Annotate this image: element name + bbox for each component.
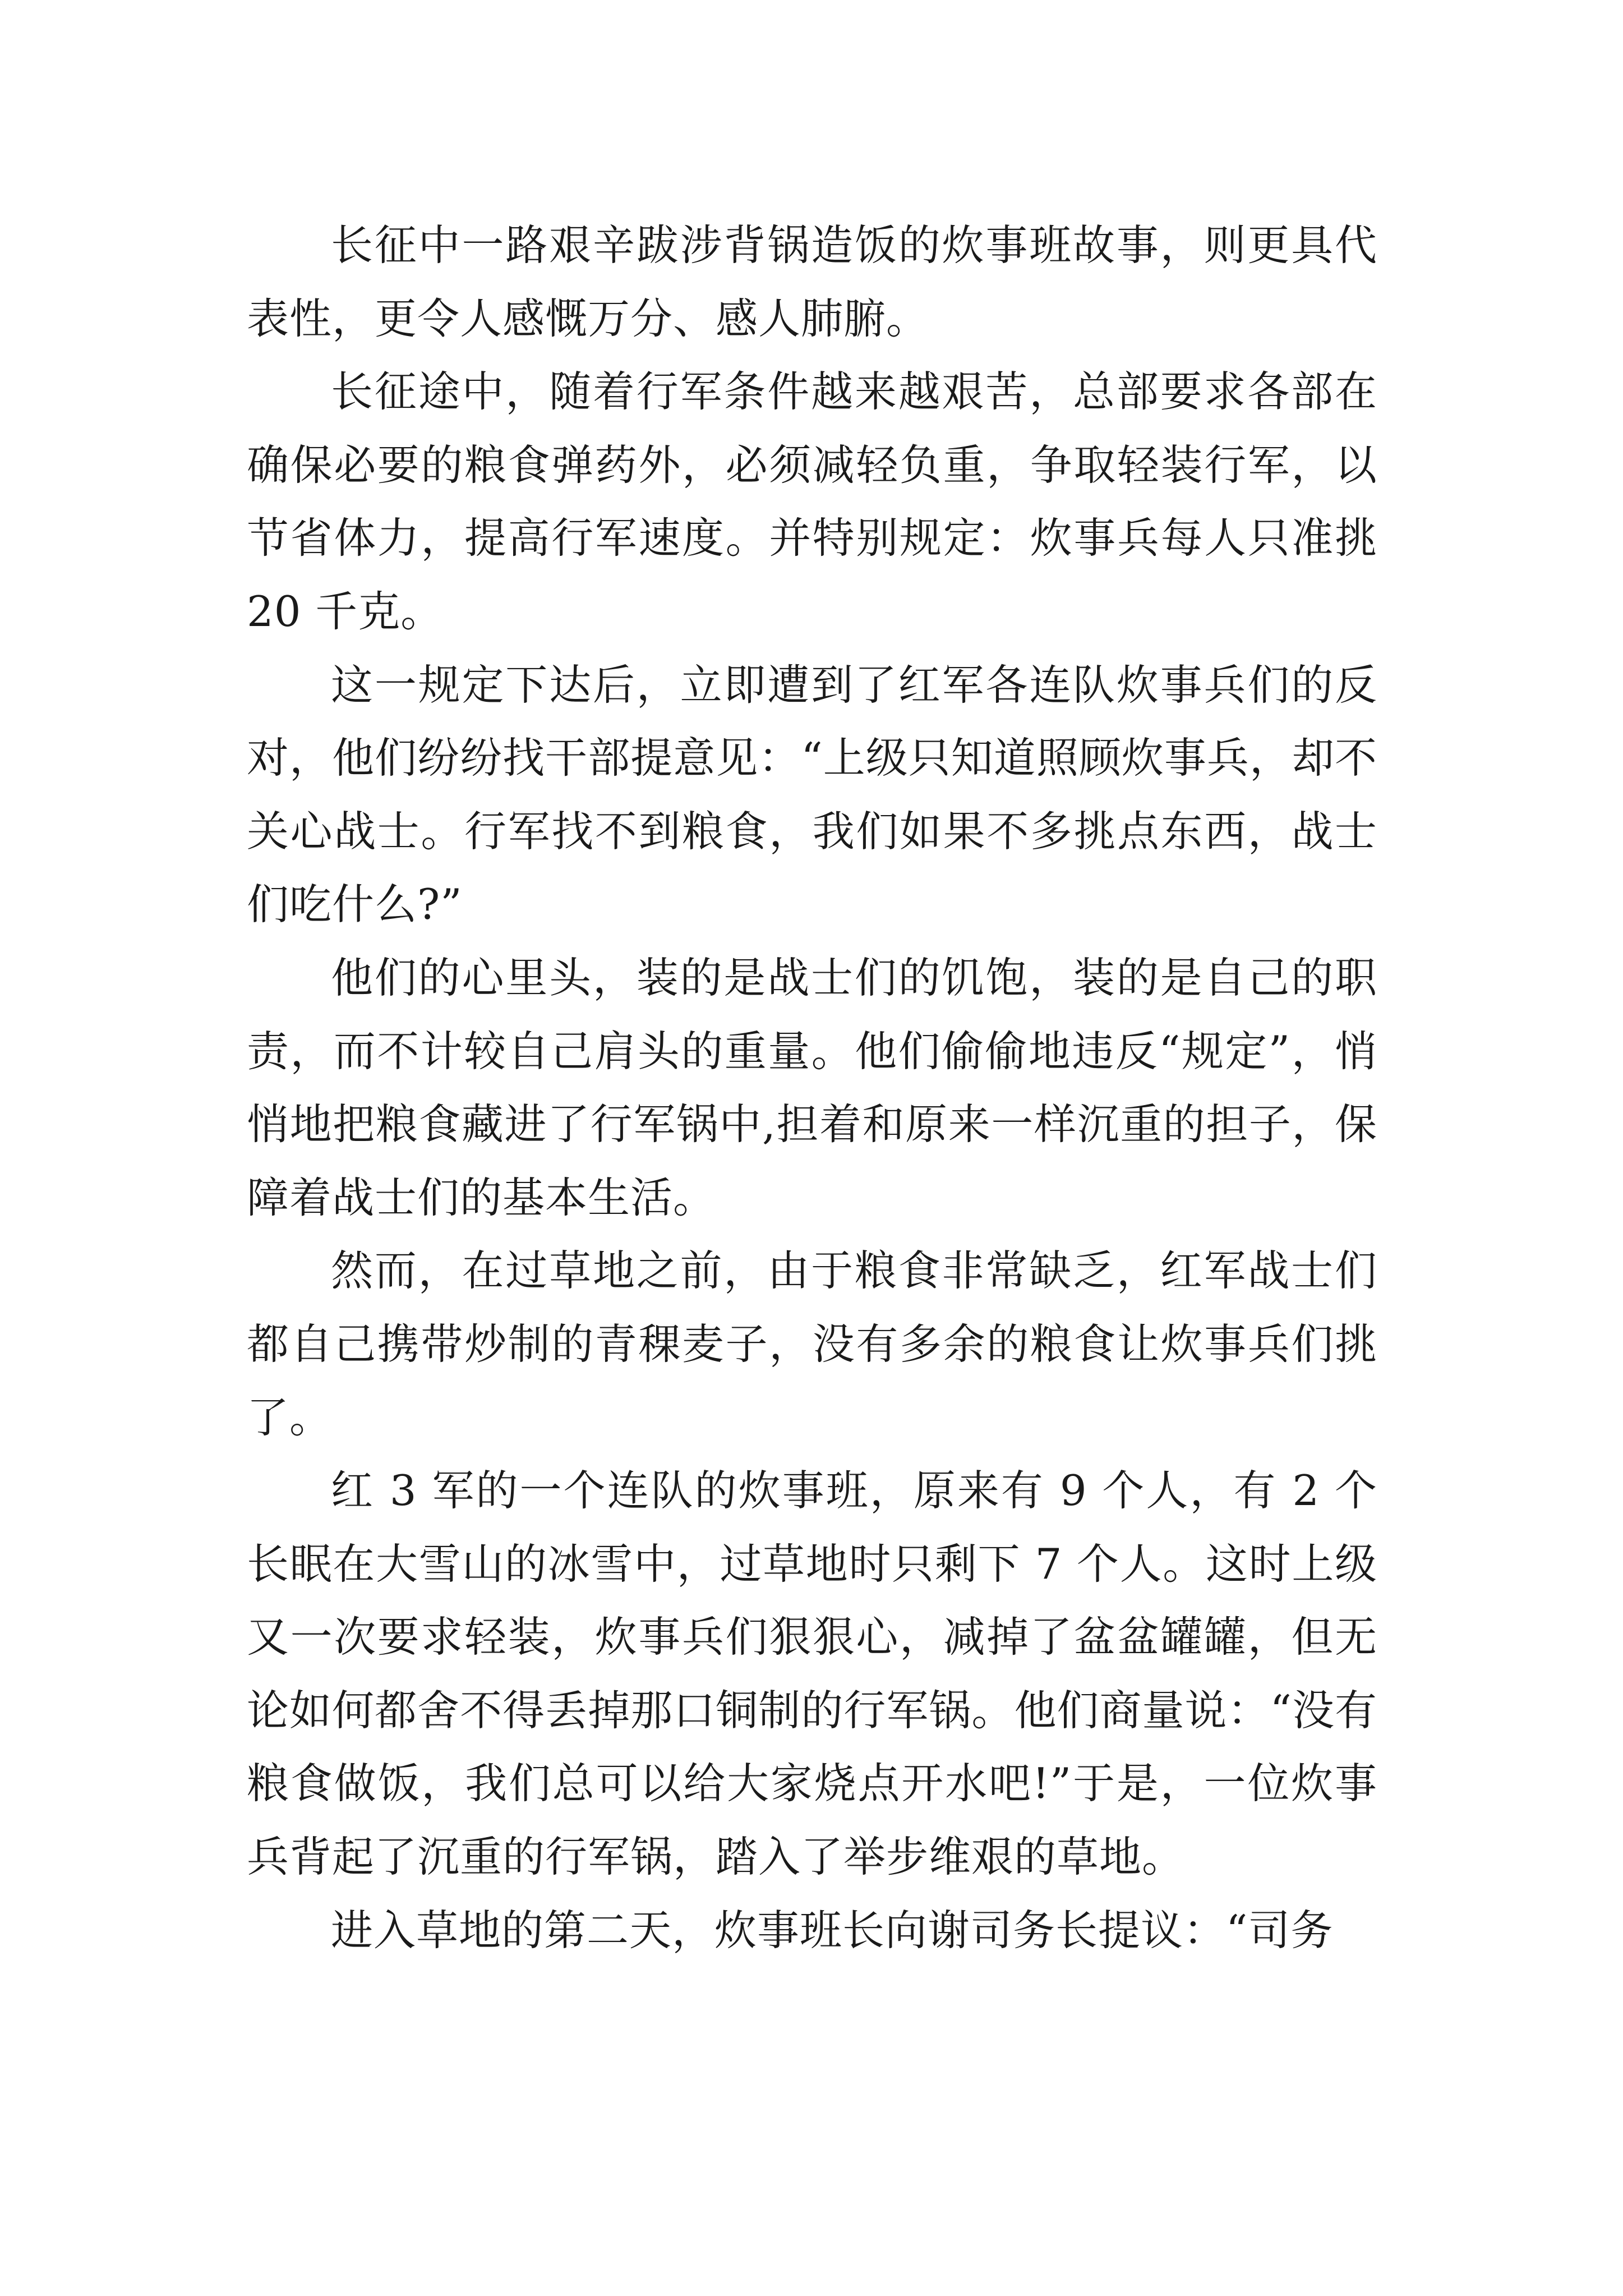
paragraph-3: 这一规定下达后，立即遭到了红军各连队炊事兵们的反对，他们纷纷找干部提意见：“上级只知道照顾炊事兵，却不关心战士。行军找不到粮食，我们如果不多挑点东西，战士们吃什么?” — [247, 660, 1377, 930]
paragraph-5: 然而，在过草地之前，由于粮食非常缺乏，红军战士们都自己携带炒制的青稞麦子，没有多余的粮食让炊事兵们挑了。 — [247, 1246, 1377, 1442]
paragraph-1: 长征中一路艰辛跋涉背锅造饭的炊事班故事，则更具代表性，更令人感慨万分、感人肺腑。 — [247, 220, 1377, 343]
body-text — [247, 209, 1377, 1967]
paragraph-7: 进入草地的第二天，炊事班长向谢司务长提议：“司务 — [331, 1905, 1334, 1955]
paragraph-6: 红 3 军的一个连队的炊事班，原来有 9 个人，有 2 个长眠在大雪山的冰雪中，过草地时只剩下 7 个人。这时上级又一次要求轻装，炊事兵们狠狠心，减掉了盆盆罐罐，但无论如何都舍不得丢掉那口铜制的行军锅。他们商量说：“没有粮食做饭，我们总可以给大家烧点开水吧!”于是，一位炊事兵背起了沉重的行军锅，踏入了举步维艰的草地。 — [247, 1466, 1377, 1882]
paragraph-4: 他们的心里头，装的是战士们的饥饱，装的是自己的职责，而不计较自己肩头的重量。他们偷偷地违反“规定”，悄悄地把粮食藏进了行军锅中,担着和原来一样沉重的担子，保障着战士们的基本生活。 — [247, 953, 1377, 1222]
paragraph-2: 长征途中，随着行军条件越来越艰苦，总部要求各部在确保必要的粮食弹药外，必须减轻负重，争取轻装行军，以节省体力，提高行军速度。并特别规定：炊事兵每人只准挑 20 千克。 — [247, 367, 1377, 636]
